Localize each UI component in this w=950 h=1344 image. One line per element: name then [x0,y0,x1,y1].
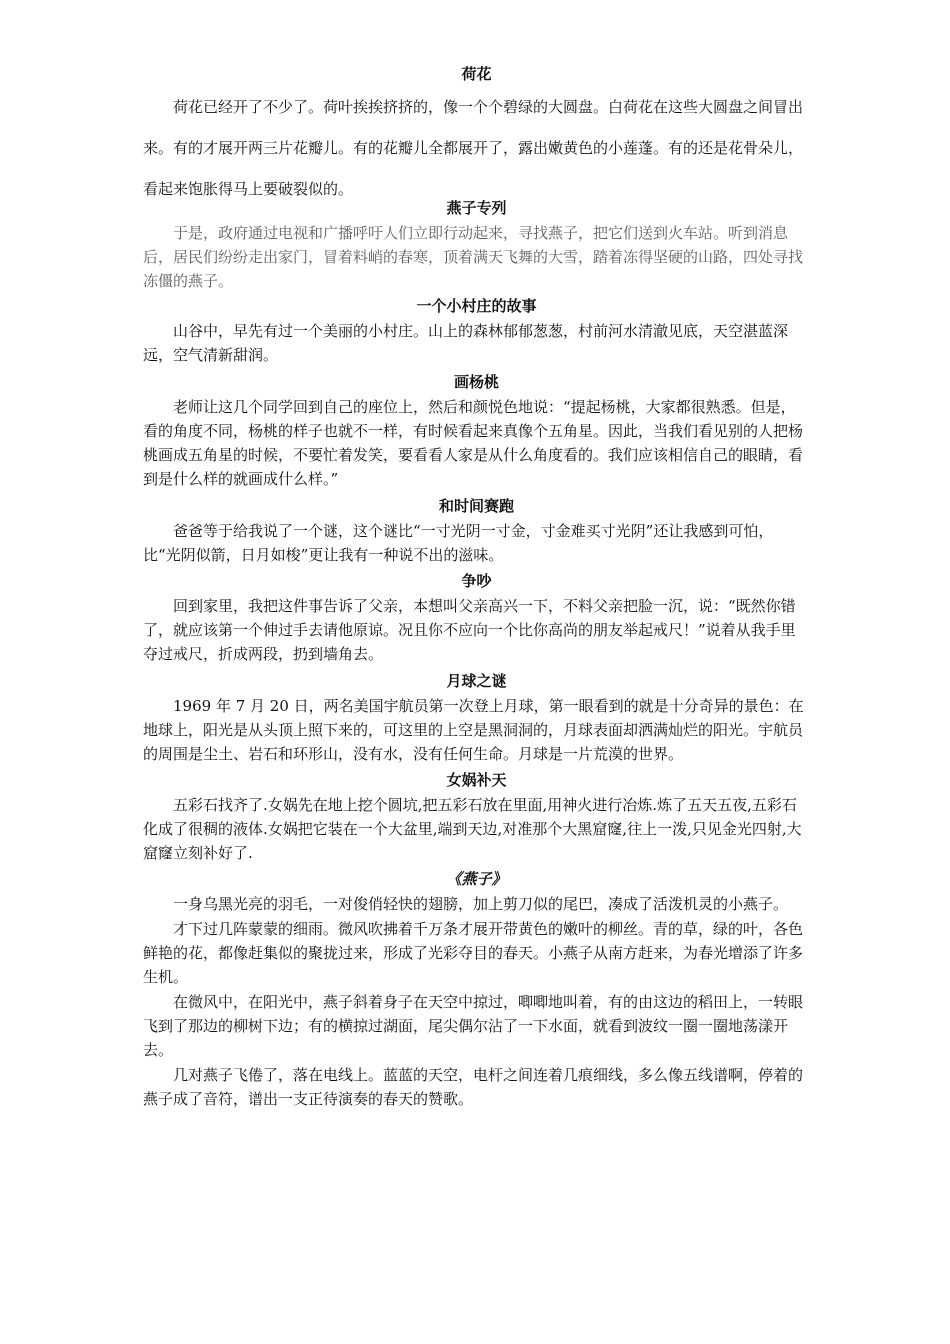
section-swallow-train [143,199,810,293]
section-nuwa [143,771,810,865]
section-moon-mystery [143,672,810,766]
section-title: 荷花 [461,65,492,83]
section-title: 《燕子》 [446,870,507,888]
section-title: 一个小村庄的故事 [416,297,537,315]
section-quarrel [143,572,810,666]
section-paragraph: 一身乌黑光亮的羽毛，一对俊俏轻快的翅膀，加上剪刀似的尾巴，凑成了活泼机灵的小燕子。 [173,895,789,913]
section-title: 画杨桃 [453,373,499,391]
section-paragraph: 回到家里，我把这件事告诉了父亲，本想叫父亲高兴一下，不料父亲把脸一沉，说：“既然你错了，就应该第一个伸过手去请他原谅。况且你不应向一个比你高尚的朋友举起戒尺！”说着从我手里夺过戒尺，折成两段，扔到墙角去。 [143,597,796,663]
section-paragraph: 于是，政府通过电视和广播呼吁人们立即行动起来，寻找燕子，把它们送到火车站。听到消息后，居民们纷纷走出家门，冒着料峭的春寒，顶着满天飞舞的大雪，踏着冻得坚硬的山路，四处寻找冻僵的燕子。 [143,224,804,290]
section-paragraph: 荷花已经开了不少了。荷叶挨挨挤挤的，像一个个碧绿的大圆盘。白荷花在这些大圆盘之间冒出来。有的才展开两三片花瓣儿。有的花瓣儿全都展开了，露出嫩黄色的小莲蓬。有的还是花骨朵儿，看起来饱胀得马上要破裂似的。 [143,98,804,198]
section-title: 燕子专列 [446,199,507,217]
section-paragraph: 几对燕子飞倦了，落在电线上。蓝蓝的天空，电杆之间连着几痕细线，多么像五线谱啊，停着的燕子成了音符，谱出一支正待演奏的春天的赞歌。 [143,1066,804,1108]
section-paragraph: 老师让这几个同学回到自己的座位上，然后和颜悦色地说：“提起杨桃，大家都很熟悉。但是，看的角度不同，杨桃的样子也就不一样，有时候看起来真像个五角星。因此，当我们看见别的人把杨桃画成五角星的时候，不要忙着发笑，要看看人家是从什么角度看的。我们应该相信自己的眼睛，看到是什么样的就画成什么样。” [143,398,804,488]
section-paragraph: 1969 年 7 月 20 日，两名美国宇航员第一次登上月球，第一眼看到的就是十分奇异的景色：在地球上，阳光是从头顶上照下来的，可这里的上空是黑洞洞的，月球表面却洒满灿烂的阳光。宇航员的周围是尘土、岩石和环形山，没有水，没有任何生命。月球是一片荒漠的世界。 [143,697,804,763]
section-title: 和时间赛跑 [438,497,514,515]
section-paragraph: 才下过几阵蒙蒙的细雨。微风吹拂着千万条才展开带黄色的嫩叶的柳丝。青的草，绿的叶，各色鲜艳的花，都像赶集似的聚拢过来，形成了光彩夺目的春天。小燕子从南方赶来，为春光增添了许多生机。 [143,920,804,986]
section-small-village [143,297,810,367]
section-lotus [143,65,810,210]
section-title: 女娲补天 [446,771,507,789]
section-swallow [143,870,810,1111]
section-paragraph: 在微风中，在阳光中，燕子斜着身子在天空中掠过，唧唧地叫着，有的由这边的稻田上，一转眼飞到了那边的柳树下边；有的横掠过湖面，尾尖偶尔沾了一下水面，就看到波纹一圈一圈地荡漾开去。 [143,993,804,1059]
section-race-time [143,497,810,567]
section-paragraph: 五彩石找齐了.女娲先在地上挖个圆坑,把五彩石放在里面,用神火进行冶炼.炼了五天五夜,五彩石化成了很稠的液体.女娲把它装在一个大盆里,端到天边,对准那个大黑窟窿,往上一泼,只见金光四射,大窟窿立刻补好了. [143,796,802,862]
section-title: 月球之谜 [446,672,507,690]
section-title: 争吵 [461,572,492,590]
section-paragraph: 爸爸等于给我说了一个谜，这个谜比“一寸光阴一寸金，寸金难买寸光阴”还让我感到可怕，比“光阴似箭，日月如梭”更让我有一种说不出的滋味。 [143,522,774,564]
section-paragraph: 山谷中，早先有过一个美丽的小村庄。山上的森林郁郁葱葱，村前河水清澈见底，天空湛蓝深远，空气清新甜润。 [143,322,789,364]
section-draw-carambola [143,373,810,491]
